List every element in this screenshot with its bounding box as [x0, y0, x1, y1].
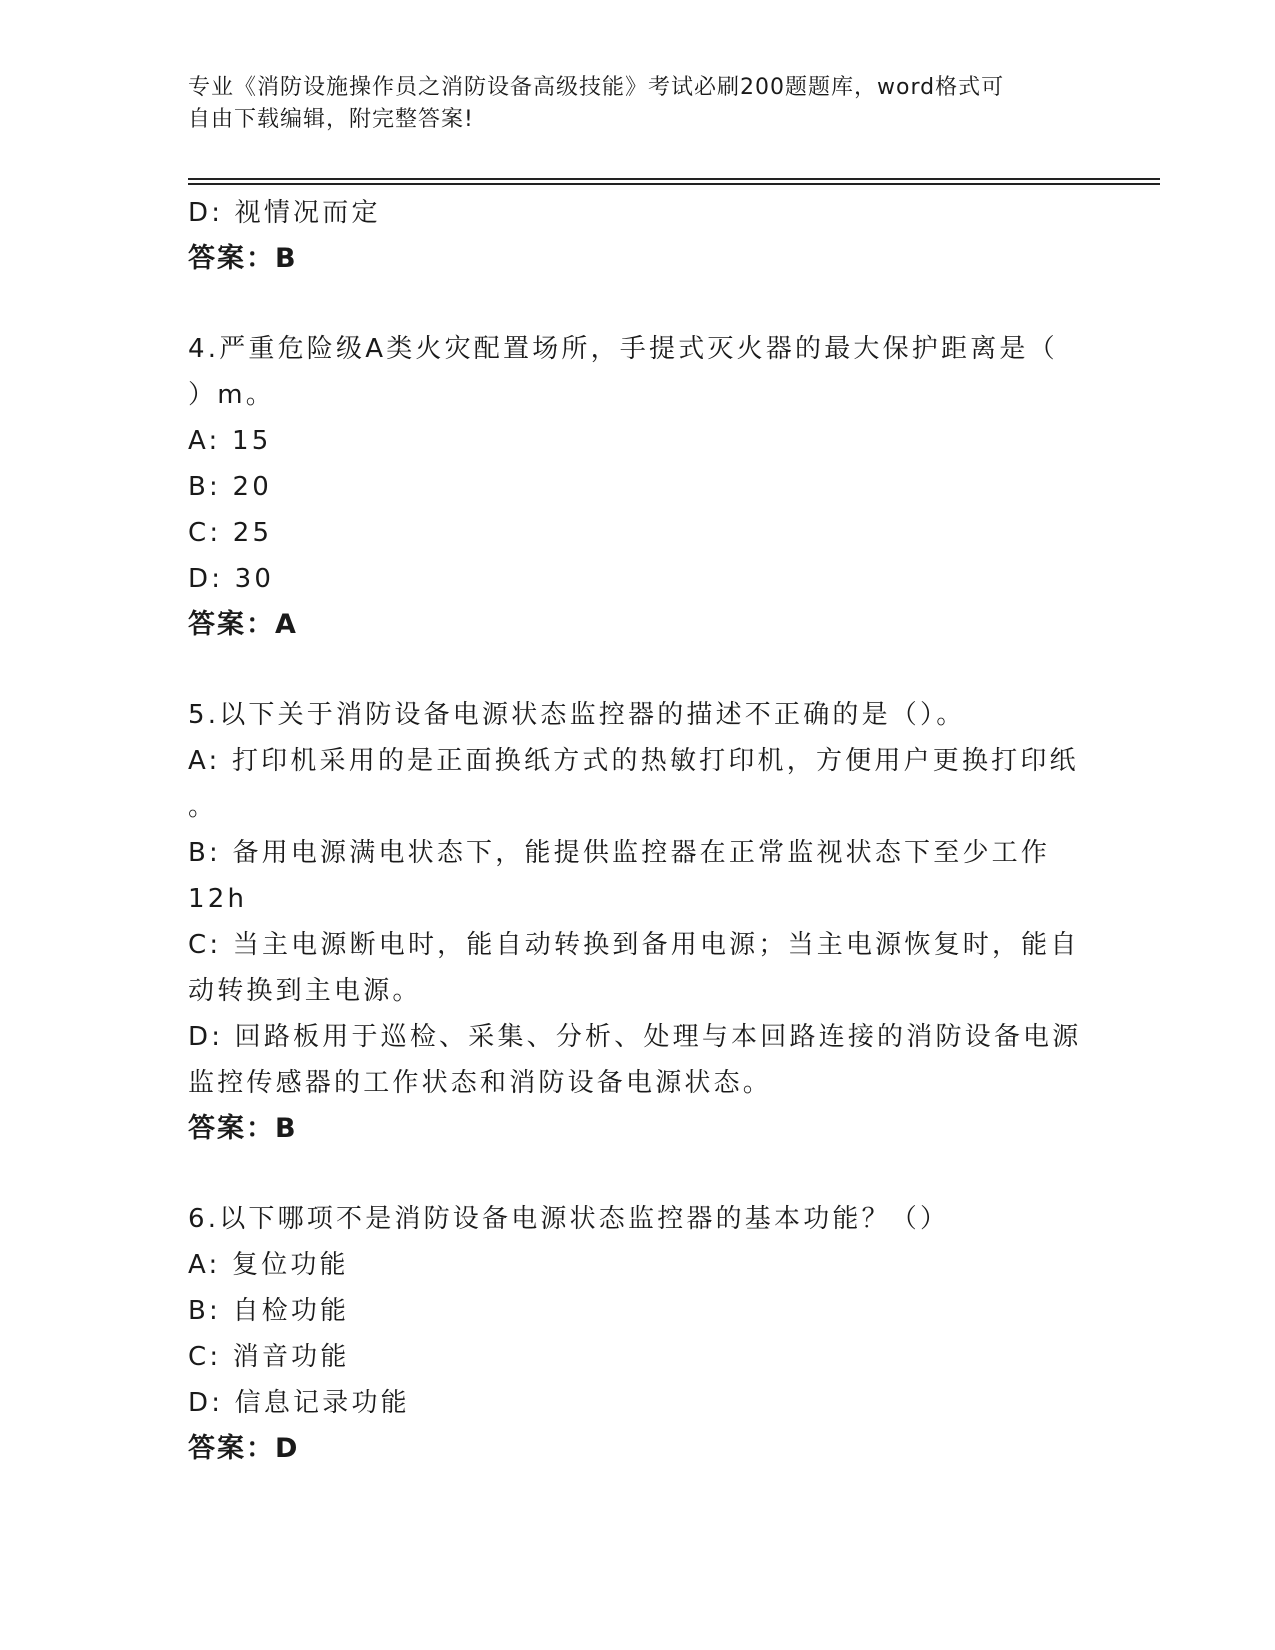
question-4 — [188, 326, 1088, 648]
question-3 — [188, 190, 1088, 282]
question-stem-line-2: ）m。 — [188, 380, 275, 410]
option-b-line-2: 12h — [188, 884, 248, 914]
answer: 答案：B — [188, 1113, 298, 1144]
option-d: D: 视情况而定 — [188, 198, 381, 228]
option-b-line-1: B: 备用电源满电状态下，能提供监控器在正常监视状态下至少工作 — [188, 838, 1051, 868]
option-d: D: 30 — [188, 564, 275, 594]
spacer — [188, 282, 1088, 326]
question-stem: 5.以下关于消防设备电源状态监控器的描述不正确的是（）。 — [188, 700, 966, 730]
option-b: B: 自检功能 — [188, 1296, 350, 1326]
option-d-line-1: D: 回路板用于巡检、采集、分析、处理与本回路连接的消防设备电源 — [188, 1022, 1082, 1052]
option-d-line-2: 监控传感器的工作状态和消防设备电源状态。 — [188, 1068, 773, 1098]
option-b: B: 20 — [188, 472, 272, 502]
option-c-line-1: C: 当主电源断电时，能自动转换到备用电源；当主电源恢复时，能自 — [188, 930, 1080, 960]
question-6 — [188, 1196, 1088, 1472]
option-d: D: 信息记录功能 — [188, 1388, 410, 1418]
answer: 答案：D — [188, 1433, 300, 1464]
option-a-line-1: A: 打印机采用的是正面换纸方式的热敏打印机，方便用户更换打印纸 — [188, 746, 1079, 776]
option-c-line-2: 动转换到主电源。 — [188, 976, 422, 1006]
option-c: C: 消音功能 — [188, 1342, 350, 1372]
header-line-1: 专业《消防设施操作员之消防设备高级技能》考试必刷200题题库，word格式可 — [188, 75, 1005, 100]
answer: 答案：A — [188, 609, 298, 640]
option-a: A: 15 — [188, 426, 272, 456]
question-list — [188, 190, 1088, 1472]
header-rule-bottom — [188, 183, 1160, 185]
question-stem-line-1: 4.严重危险级A类火灾配置场所，手提式灭火器的最大保护距离是（ — [188, 334, 1058, 364]
header-rule-top — [188, 178, 1160, 180]
option-a-line-2: 。 — [188, 792, 218, 822]
document-header — [188, 72, 1068, 136]
answer: 答案：B — [188, 243, 298, 274]
spacer — [188, 648, 1088, 692]
header-line-2: 自由下载编辑，附完整答案! — [188, 107, 474, 132]
spacer — [188, 1152, 1088, 1196]
question-5 — [188, 692, 1088, 1152]
option-a: A: 复位功能 — [188, 1250, 349, 1280]
question-stem: 6.以下哪项不是消防设备电源状态监控器的基本功能？（） — [188, 1204, 950, 1234]
option-c: C: 25 — [188, 518, 273, 548]
